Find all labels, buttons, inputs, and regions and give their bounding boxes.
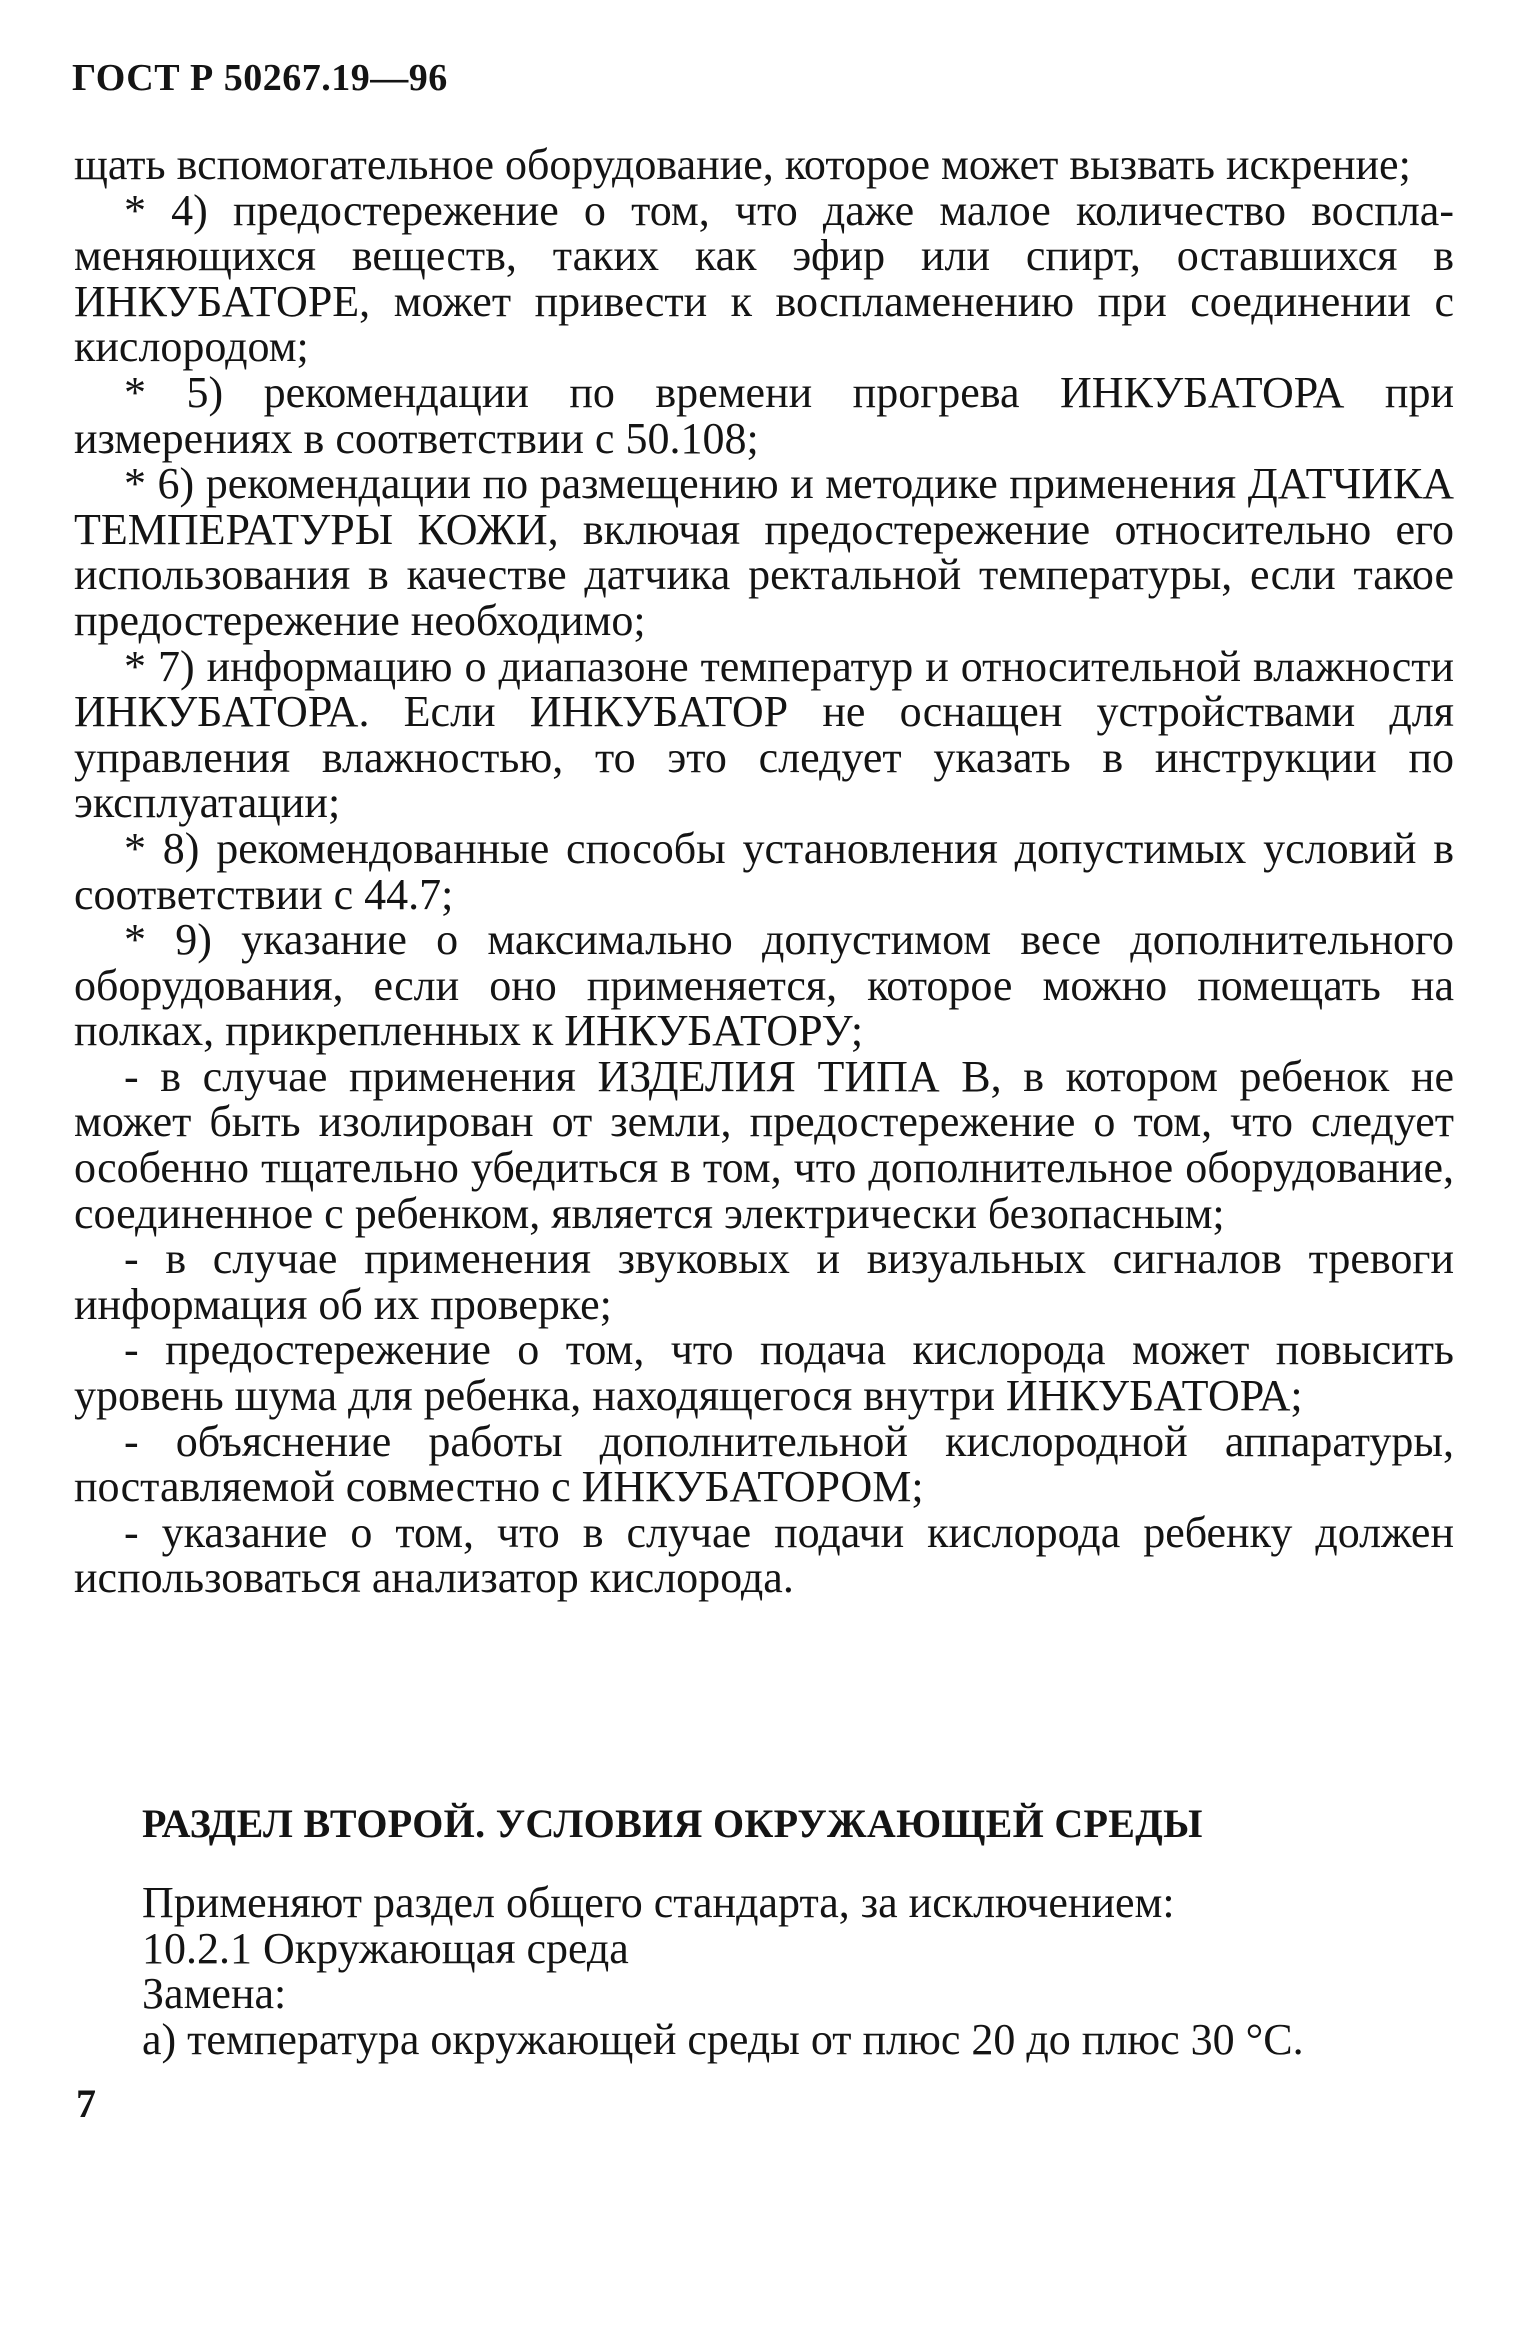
paragraph-item-8: * 8) рекомендованные способы установления допустимых условий в соответствии с 44.7;	[74, 823, 1454, 919]
paragraph-item-5: * 5) рекомендации по времени прогрева ИНКУБАТОРА при измерениях в соответствии с 50.108;	[74, 367, 1454, 463]
section-body	[142, 1880, 1442, 2062]
paragraph-dash-oxygen-analyzer: - указание о том, что в случае подачи кислорода ребенку должен использоваться анализатор кислорода.	[74, 1507, 1454, 1603]
paragraph-item-7: * 7) информацию о диапазоне температур и относительной влажности ИНКУБАТОРА. Если ИНКУБАТОР не оснащен устройствами для управления влажностью, то это следует указать в инструкции по эксплуатации;	[74, 641, 1454, 828]
paragraph-dash-alarms: - в случае применения звуковых и визуальных сигналов тревоги информация об их проверке;	[74, 1234, 1454, 1329]
document-body	[74, 142, 1454, 1601]
paragraph-continuation: щать вспомогательное оборудование, которое может вызвать искрение;	[74, 140, 1411, 189]
section-line: 10.2.1 Окружающая среда	[142, 1923, 629, 1973]
paragraph-dash-noise: - предостережение о том, что подача кислорода может повысить уровень шума для ребенка, находящегося внутри ИНКУБАТОРА;	[74, 1325, 1454, 1421]
section-title: РАЗДЕЛ ВТОРОЙ. УСЛОВИЯ ОКРУЖАЮЩЕЙ СРЕДЫ	[142, 1801, 1203, 1846]
paragraph-item-9: * 9) указание о максимально допустимом весе дополнительного оборудования, если оно применяется, которое можно помещать на полках, прикрепленных к ИНКУБАТОРУ;	[74, 915, 1454, 1056]
paragraph-dash-type-b: - в случае применения ИЗДЕЛИЯ ТИПА В, в котором ребенок не может быть изолирован от земли, предостережение о том, что следует особенно тщательно убедиться в том, что дополнительное оборудование, соединенное с ребенком, является электрически безопасным;	[74, 1051, 1454, 1238]
section-line: Применяют раздел общего стандарта, за исключением:	[142, 1878, 1175, 1927]
paragraph-item-6: * 6) рекомендации по размещению и методике применения ДАТЧИКА ТЕМПЕРАТУРЫ КОЖИ, включая предостережение относительно его использования в качестве датчика ректальной температуры, если такое предостережение необходимо;	[74, 459, 1454, 645]
section-line: а) температура окружающей среды от плюс 20 до плюс 30 °С.	[142, 2014, 1304, 2064]
section-line: Замена:	[142, 1969, 287, 2019]
standard-code-header: ГОСТ Р 50267.19—96	[72, 57, 448, 99]
paragraph-dash-oxygen-apparatus: - объяснение работы дополнительной кислородной аппаратуры, поставляемой совместно с ИНКУБАТОРОМ;	[74, 1416, 1454, 1512]
paragraph-item-4: * 4) предостережение о том, что даже малое количество воспламеняющихся веществ, таких как эфир или спирт, оставшихся в ИНКУБАТОРЕ, может привести к воспламенению при соединении с кислородом;	[74, 185, 1454, 372]
page-number: 7	[76, 2081, 96, 2126]
